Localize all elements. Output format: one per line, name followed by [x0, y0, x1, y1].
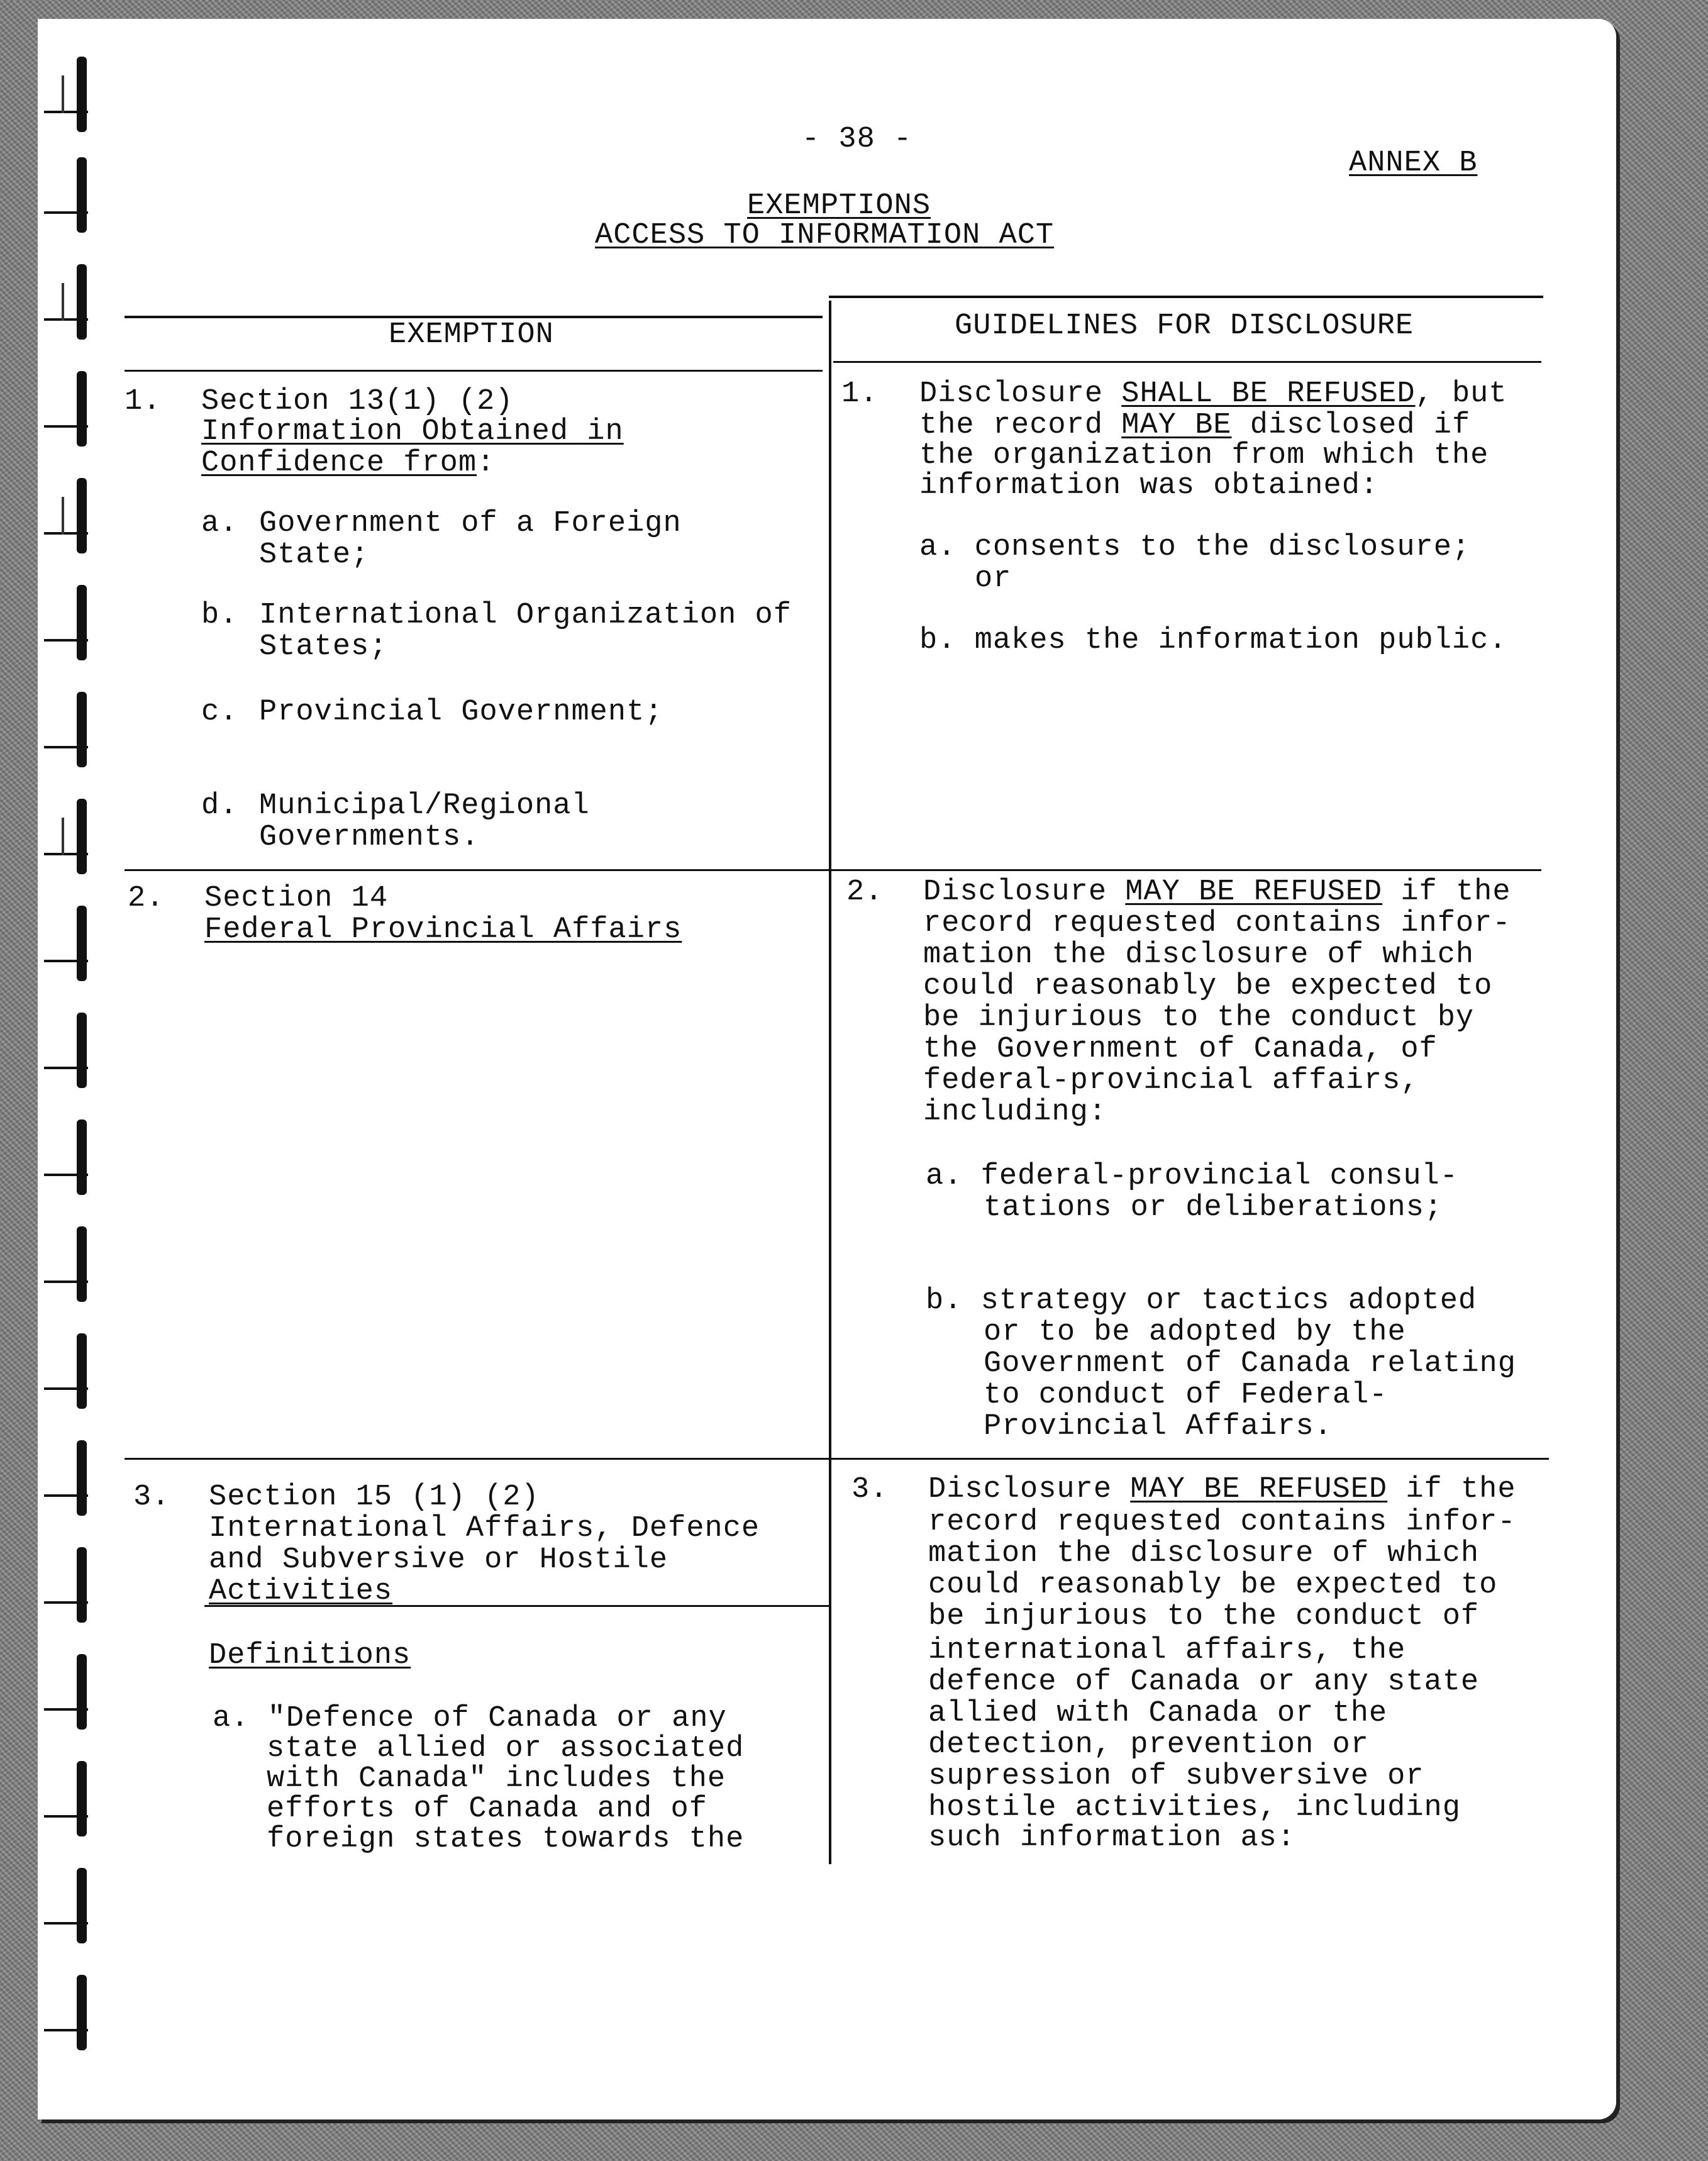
row1-item-d-line1: Municipal/Regional — [259, 789, 590, 823]
row1-title-colon: : — [477, 447, 496, 480]
row1-guide-l2-post: disclosed if — [1231, 409, 1471, 442]
row3-guide-line6: international affairs, the — [928, 1634, 1406, 1667]
row1-guide-shall: SHALL BE REFUSED — [1121, 377, 1416, 411]
spiral-binding — [38, 57, 113, 2132]
row1-guide-line3: the organization from which the — [919, 439, 1489, 472]
row2-guide-post: if the — [1382, 875, 1511, 909]
row1-title-line2-text: Confidence from — [201, 447, 477, 480]
row1-number-left: 1. — [125, 385, 162, 418]
page-number: - 38 - — [802, 123, 912, 156]
row1-title-line2 — [201, 448, 495, 479]
header-guidelines: GUIDELINES FOR DISCLOSURE — [955, 309, 1414, 343]
row2-guide-line4: could reasonably be expected to — [923, 970, 1493, 1003]
row1-guide-b: b. makes the information public. — [919, 624, 1507, 657]
row1-title-line1: Information Obtained in — [201, 415, 624, 448]
row3-guide-line2: record requested contains infor- — [928, 1506, 1516, 1539]
row1-item-c-line1: Provincial Government; — [259, 696, 663, 729]
row2-guide-line1 — [923, 877, 1511, 908]
row1-item-b-line2: States; — [259, 630, 388, 664]
row3-guide-line10: supression of subversive or — [928, 1760, 1424, 1793]
header-rule-right — [833, 361, 1541, 363]
row3-guide-line3: mation the disclosure of which — [928, 1537, 1480, 1570]
row2-guide-line5: be injurious to the conduct by — [923, 1001, 1475, 1035]
row2-guide-line7: federal-provincial affairs, — [923, 1064, 1419, 1097]
row3-guide-line8: allied with Canada or the — [928, 1697, 1388, 1730]
row1-guide-a-line1: a. consents to the disclosure; — [919, 531, 1471, 564]
row3-title-line2: and Subversive or Hostile — [209, 1543, 668, 1577]
row3-guide-line1 — [928, 1474, 1516, 1506]
row2-guide-a-line1: a. federal-provincial consul- — [926, 1160, 1458, 1193]
row3-guide-pre: Disclosure — [928, 1473, 1131, 1506]
row3-def-a-line1: a. "Defence of Canada or any — [213, 1702, 727, 1735]
table-column-divider — [829, 301, 831, 1864]
row1-item-d-line2: Governments. — [259, 821, 480, 854]
row2-guide-line8: including: — [923, 1096, 1107, 1129]
row3-guide-line11: hostile activities, including — [928, 1791, 1461, 1825]
row3-guide-line7: defence of Canada or any state — [928, 1665, 1480, 1699]
row1-item-c-letter: c. — [201, 696, 238, 729]
row1-item-b-letter: b. — [201, 599, 238, 632]
row2-guide-b-line1: b. strategy or tactics adopted — [926, 1284, 1477, 1318]
annex-label: ANNEX B — [1349, 147, 1478, 180]
row3-guide-may: MAY BE REFUSED — [1130, 1473, 1388, 1506]
row1-item-b-line1: International Organization of — [259, 599, 792, 632]
header-rule-left — [125, 370, 823, 372]
row1-section: Section 13(1) (2) — [201, 385, 514, 418]
row3-title-line3: Activities — [209, 1575, 393, 1608]
row3-guide-line12: such information as: — [928, 1821, 1296, 1855]
row2-section: Section 14 — [204, 882, 389, 915]
row2-title: Federal Provincial Affairs — [204, 913, 682, 947]
header-exemption: EXEMPTION — [389, 318, 554, 352]
row3-number-left: 3. — [133, 1480, 170, 1514]
row1-item-a-line2: State; — [259, 538, 370, 572]
row1-guide-line1 — [919, 379, 1507, 410]
row2-guide-may: MAY BE REFUSED — [1125, 875, 1383, 909]
row1-item-d-letter: d. — [201, 789, 238, 823]
row2-guide-a-line2: tations or deliberations; — [984, 1191, 1443, 1225]
title-act: ACCESS TO INFORMATION ACT — [595, 219, 1055, 252]
row3-def-a-line3: with Canada" includes the — [267, 1762, 726, 1796]
row1-guide-a-line2: or — [975, 562, 1012, 596]
row2-guide-line3: mation the disclosure of which — [923, 938, 1475, 972]
row1-guide-pre: Disclosure — [919, 377, 1122, 411]
row3-title-line1: International Affairs, Defence — [209, 1512, 760, 1545]
row1-item-a-line1: Government of a Foreign — [259, 507, 682, 540]
row1-rule — [125, 869, 1541, 871]
table-top-rule-right — [829, 296, 1543, 298]
row2-guide-b-line4: to conduct of Federal- — [984, 1379, 1388, 1412]
row3-guide-line4: could reasonably be expected to — [928, 1569, 1498, 1602]
row3-guide-line9: detection, prevention or — [928, 1728, 1369, 1762]
row2-guide-line6: the Government of Canada, of — [923, 1033, 1438, 1066]
row3-number-right: 3. — [851, 1473, 889, 1506]
row1-guide-line2 — [919, 410, 1470, 442]
row1-guide-line4: information was obtained: — [919, 469, 1379, 503]
row2-guide-b-line2: or to be adopted by the — [984, 1316, 1406, 1349]
row2-guide-b-line5: Provincial Affairs. — [984, 1410, 1333, 1443]
row3-guide-line5: be injurious to the conduct of — [928, 1600, 1480, 1633]
row1-number-right: 1. — [841, 377, 879, 411]
row3-section: Section 15 (1) (2) — [209, 1480, 540, 1514]
row2-number-left: 2. — [128, 882, 165, 915]
row1-item-a-letter: a. — [201, 507, 238, 540]
row3-def-a-line2: state allied or associated — [267, 1732, 745, 1765]
row3-def-a-line5: foreign states towards the — [267, 1823, 745, 1856]
row2-rule — [125, 1458, 1549, 1460]
row2-guide-line2: record requested contains infor- — [923, 907, 1511, 940]
row2-number-right: 2. — [846, 875, 884, 909]
row2-guide-pre: Disclosure — [923, 875, 1126, 909]
row1-guide-l2-pre: the record — [919, 409, 1122, 442]
row3-definitions-heading: Definitions — [209, 1639, 411, 1672]
row3-def-a-line4: efforts of Canada and of — [267, 1792, 707, 1826]
row2-guide-b-line3: Government of Canada relating — [984, 1347, 1516, 1380]
row1-guide-may: MAY BE — [1121, 409, 1232, 442]
title-exemptions: EXEMPTIONS — [747, 189, 931, 223]
row3-guide-post: if the — [1387, 1473, 1516, 1506]
row1-guide-post: , but — [1415, 377, 1507, 411]
